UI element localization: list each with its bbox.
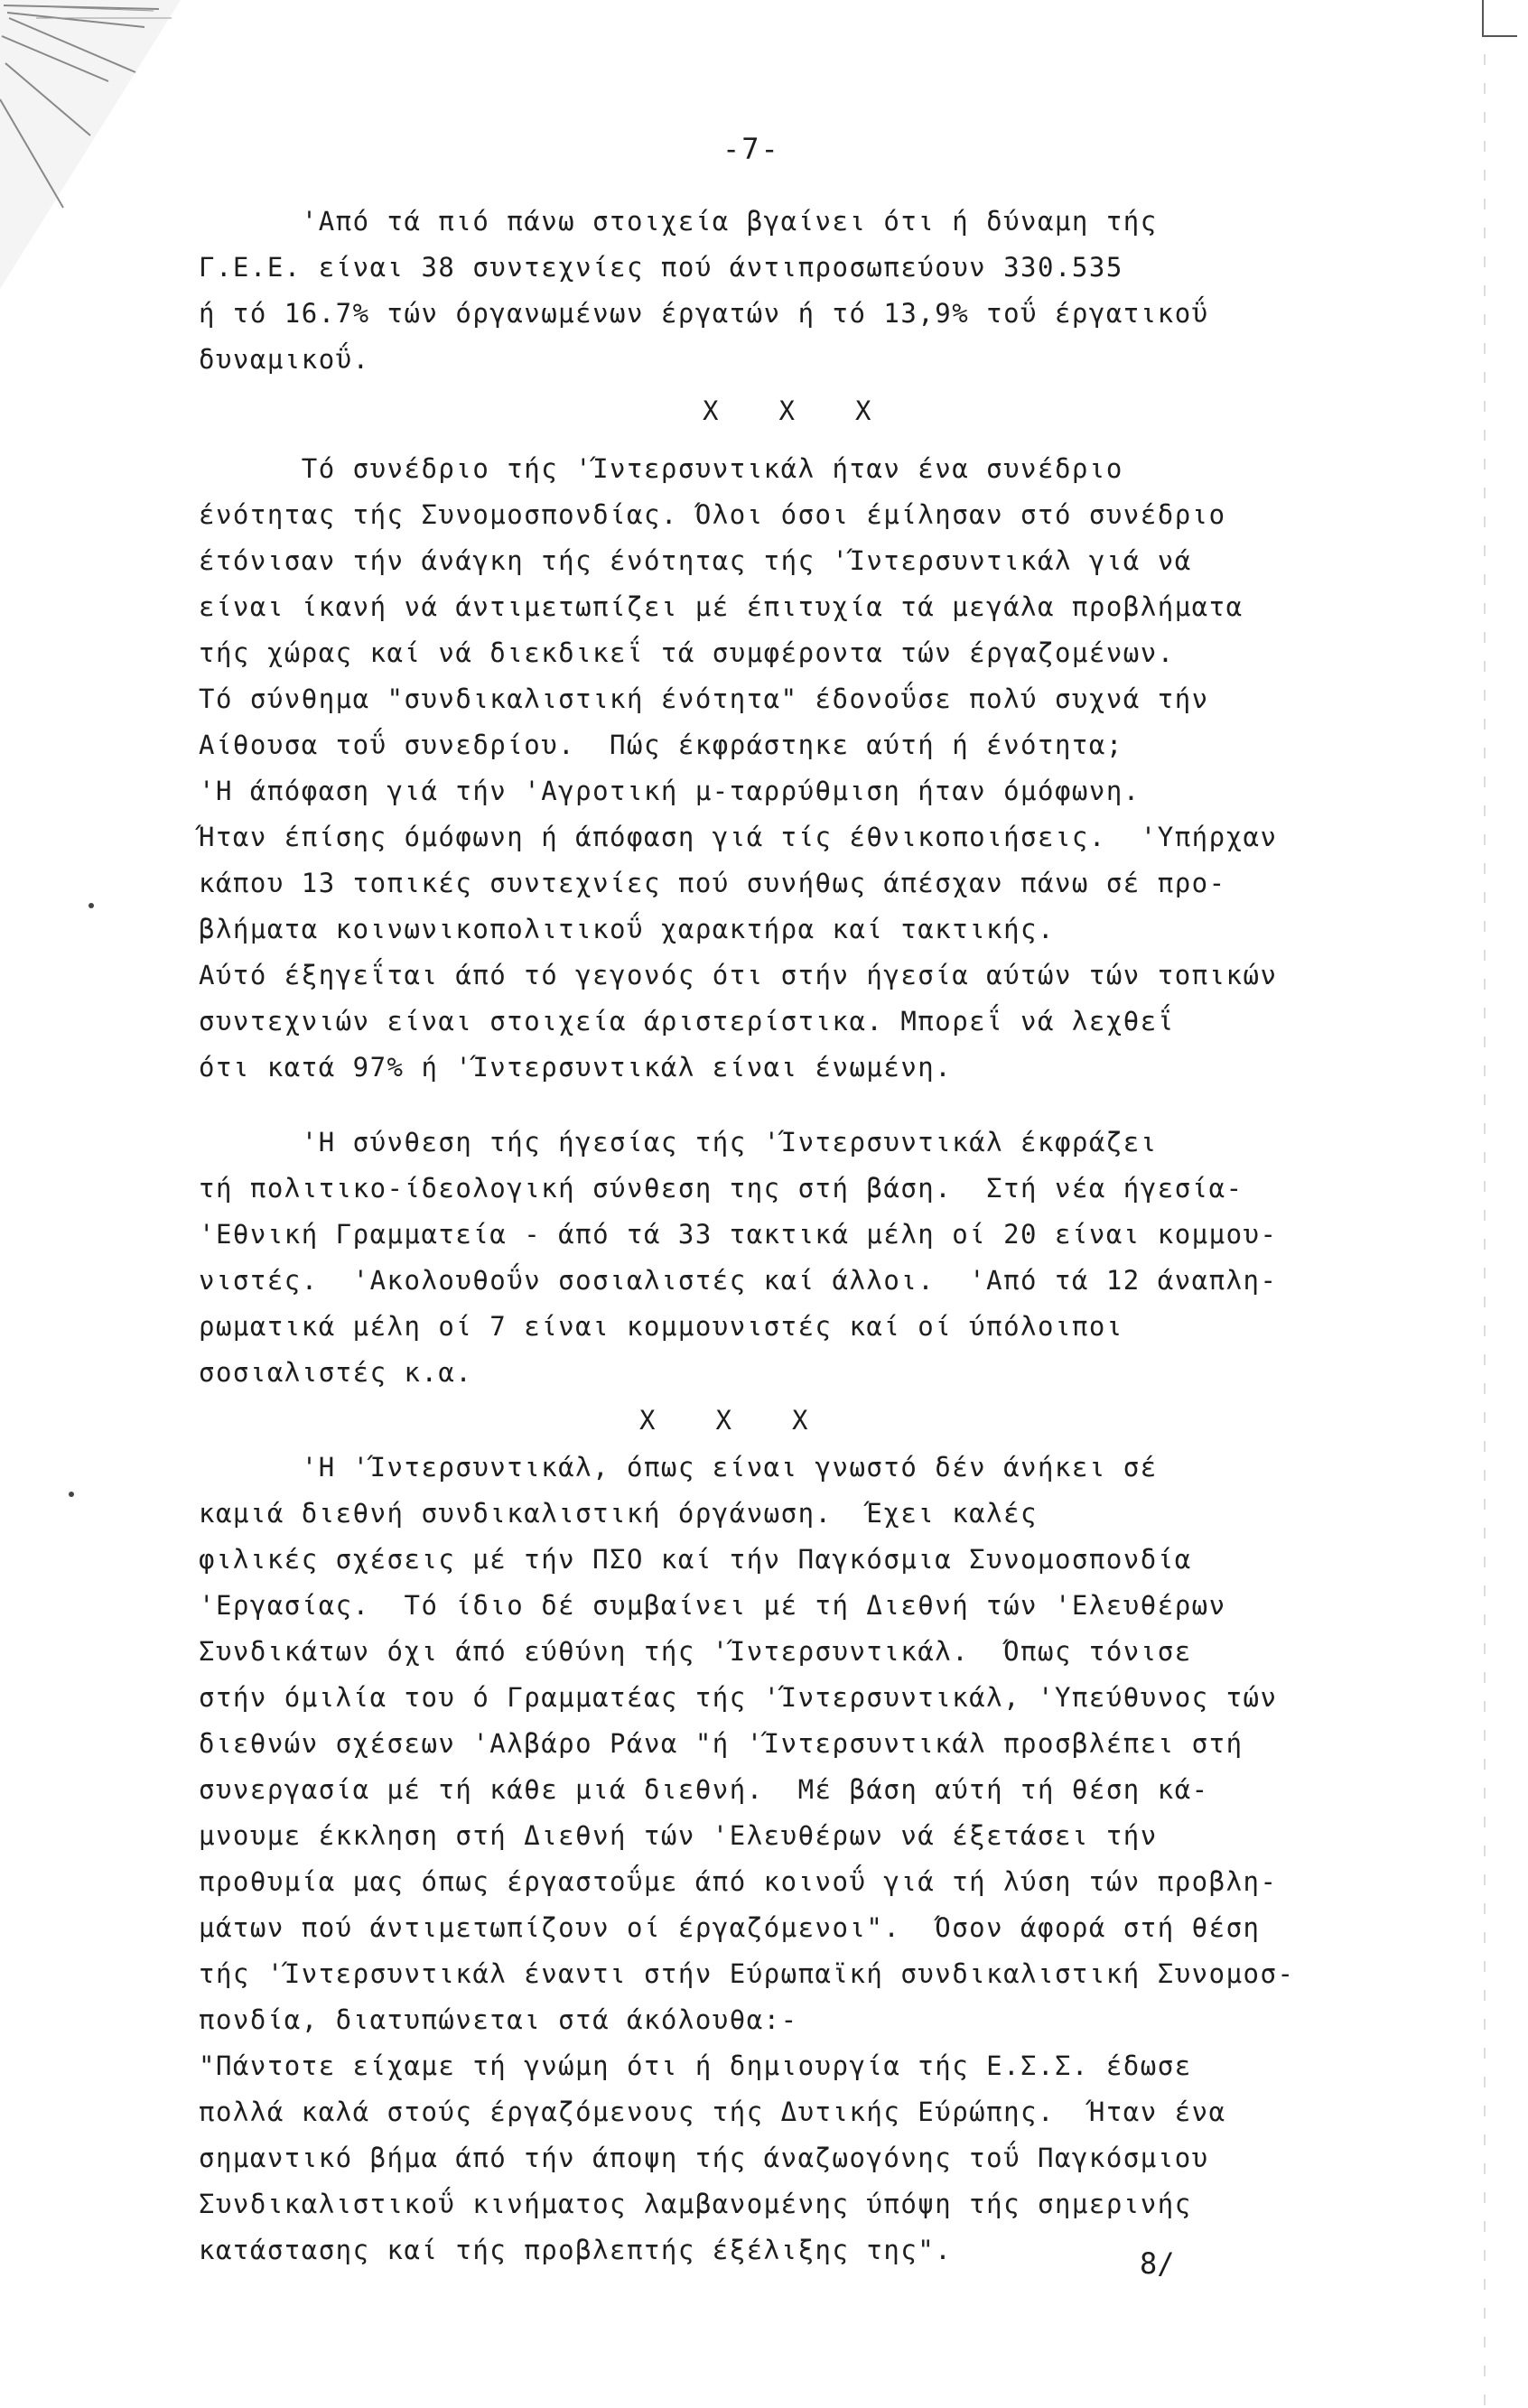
scan-corner-artifact (0, 0, 181, 289)
text-line: ένότητας τής Συνομοσπονδίας. Όλοι όσοι έμίλησαν στό συνέδριο (199, 499, 1226, 530)
text-line: φιλικές σχέσεις μέ τήν ΠΣΟ καί τήν Παγκόσμια Συνομοσπονδία (199, 1544, 1192, 1575)
text-line: Τό συνέδριο τής 'Ίντερσυντικάλ ήταν ένα συνέδριο (199, 453, 1123, 484)
page-number: -7- (722, 132, 780, 166)
text-line: σημαντικό βήμα άπό τήν άποψη τής άναζωογόνης τοΰ Παγκόσμιου (199, 2143, 1209, 2173)
text-line: Αίθουσα τοΰ συνεδρίου. Πώς έκφράστηκε αύτή ή ένότητα; (199, 730, 1123, 760)
text-line: τής 'Ίντερσυντικάλ έναντι στήν Εύρωπαϊκή συνδικαλιστική Συνομοσ- (199, 1958, 1295, 1989)
text-line: βλήματα κοινωνικοπολιτικοΰ χαρακτήρα καί τακτικής. (199, 914, 1055, 944)
text-line: τής χώρας καί νά διεκδικεΐ τά συμφέροντα τών έργαζομένων. (199, 637, 1175, 668)
text-line: προθυμία μας όπως έργαστοΰμε άπό κοινοΰ γιά τή λύση τών προβλη- (199, 1866, 1278, 1897)
separator-mark: X (639, 1405, 657, 1436)
text-line: στήν όμιλία του ό Γραμματέας τής 'Ίντερσυντικάλ, 'Υπεύθυνος τών (199, 1682, 1278, 1713)
text-line: νιστές. 'Ακολουθοΰν σοσιαλιστές καί άλλοι. 'Από τά 12 άναπλη- (199, 1265, 1278, 1296)
separator-mark: X (854, 395, 872, 426)
text-line: 'Η 'Ίντερσυντικάλ, όπως είναι γνωστό δέν άνήκει σέ (199, 1452, 1158, 1483)
text-line: σοσιαλιστές κ.α. (199, 1357, 473, 1388)
text-line: 'Εθνική Γραμματεία - άπό τά 33 τακτικά μέλη οί 20 είναι κομμου- (199, 1219, 1278, 1250)
text-line: καμιά διεθνή συνδικαλιστική όργάνωση. Έχει καλές (199, 1498, 1039, 1529)
section-separator (639, 1405, 868, 1436)
text-line: πονδία, διατυπώνεται στά άκόλουθα:- (199, 2004, 798, 2035)
separator-mark: X (715, 1405, 732, 1436)
text-line: Γ.Ε.Ε. είναι 38 συντεχνίες πού άντιπροσωπεύουν 330.535 (199, 252, 1123, 283)
text-line: ή τό 16.7% τών όργανωμένων έργατών ή τό 13,9% τοΰ έργατικοΰ (199, 298, 1209, 329)
paragraph-leadership-composition (199, 1120, 1346, 1396)
text-line: είναι ίκανή νά άντιμετωπίζει μέ έπιτυχία τά μεγάλα προβλήματα (199, 591, 1244, 622)
text-line: Αύτό έξηγεΐται άπό τό γεγονός ότι στήν ήγεσία αύτών τών τοπικών (199, 960, 1278, 990)
text-line: μάτων πού άντιμετωπίζουν οί έργαζόμενοι". Όσον άφορά στή θέση (199, 1912, 1261, 1943)
text-line: Τό σύνθημα "συνδικαλιστική ένότητα" έδονοΰσε πολύ συχνά τήν (199, 683, 1209, 714)
text-line: μνουμε έκκληση στή Διεθνή τών 'Ελευθέρων νά έξετάσει τήν (199, 1820, 1158, 1851)
text-line: Συνδικαλιστικοΰ κινήματος λαμβανομένης ύπόψη τής σημερινής (199, 2189, 1192, 2219)
scan-right-edge (1474, 0, 1528, 2408)
text-line: 'Εργασίας. Τό ίδιο δέ συμβαίνει μέ τή Διεθνή τών 'Ελευθέρων (199, 1590, 1226, 1621)
text-line: πολλά καλά στούς έργαζόμενους τής Δυτικής Εύρώπης. Ήταν ένα (199, 2097, 1226, 2127)
text-line: 'Η σύνθεση τής ήγεσίας τής 'Ίντερσυντικάλ έκφράζει (199, 1127, 1158, 1158)
separator-mark: X (791, 1405, 809, 1436)
text-line: Συνδικάτων όχι άπό εύθύνη τής 'Ίντερσυντικάλ. Όπως τόνισε (199, 1636, 1192, 1667)
paragraph-congress-unity (199, 446, 1346, 1091)
next-page-marker: 8/ (1140, 2246, 1175, 2281)
text-line: 'Η άπόφαση γιά τήν 'Αγροτική μ-ταρρύθμιση ήταν όμόφωνη. (199, 776, 1141, 806)
text-line: κατάστασης καί τής προβλεπτής έξέλιξης της". (199, 2235, 953, 2265)
paragraph-international-relations (199, 1445, 1346, 2273)
text-line: συνεργασία μέ τή κάθε μιά διεθνή. Μέ βάση αύτή τή θέση κά- (199, 1774, 1209, 1805)
separator-mark: X (778, 395, 796, 426)
text-line: Ήταν έπίσης όμόφωνη ή άπόφαση γιά τίς έθνικοποιήσεις. 'Υπήρχαν (199, 822, 1278, 852)
text-line: διεθνών σχέσεων 'Αλβάρο Ράνα "ή 'Ίντερσυντικάλ προσβλέπει στή (199, 1728, 1244, 1759)
text-line: συντεχνιών είναι στοιχεία άριστερίστικα. Μπορεΐ νά λεχθεΐ (199, 1006, 1175, 1037)
section-separator (703, 395, 931, 426)
text-line: κάπου 13 τοπικές συντεχνίες πού συνήθως άπέσχαν πάνω σέ προ- (199, 868, 1226, 898)
text-line: "Πάντοτε είχαμε τή γνώμη ότι ή δημιουργία τής Ε.Σ.Σ. έδωσε (199, 2050, 1192, 2081)
text-line: έτόνισαν τήν άνάγκη τής ένότητας τής 'Ίντερσυντικάλ γιά νά (199, 545, 1192, 576)
text-line: 'Από τά πιό πάνω στοιχεία βγαίνει ότι ή δύναμη τής (199, 206, 1158, 237)
paragraph-union-strength (199, 199, 1346, 383)
text-line: ρωματικά μέλη οί 7 είναι κομμουνιστές καί οί ύπόλοιποι (199, 1311, 1123, 1342)
separator-mark: X (703, 395, 720, 426)
text-line: τή πολιτικο-ίδεολογική σύνθεση της στή βάση. Στή νέα ήγεσία- (199, 1173, 1244, 1204)
text-line: ότι κατά 97% ή 'Ίντερσυντικάλ είναι ένωμένη. (199, 1052, 953, 1083)
scan-speck (69, 1492, 74, 1497)
scan-speck (89, 903, 94, 908)
text-line: δυναμικοΰ. (199, 344, 370, 375)
